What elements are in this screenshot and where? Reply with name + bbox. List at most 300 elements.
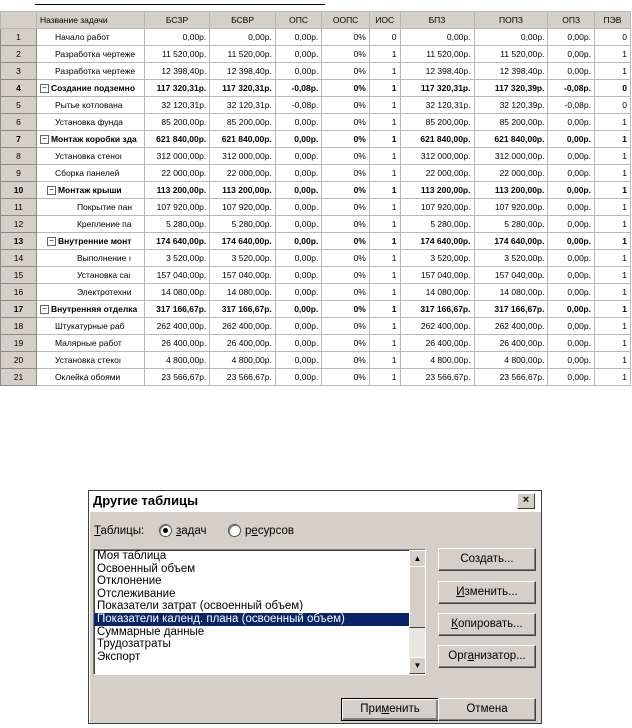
cell-ios[interactable]: 1 — [369, 131, 400, 148]
cell-ops[interactable]: 0,00р. — [275, 216, 322, 233]
table-row[interactable] — [1, 80, 631, 97]
cell-ops[interactable]: 0,00р. — [275, 335, 322, 352]
cell-bszr[interactable]: 5 280,00р. — [144, 216, 210, 233]
cell-popz[interactable]: 4 800,00р. — [474, 352, 548, 369]
cell-opz[interactable]: 0,00р. — [548, 148, 595, 165]
cell-ios[interactable]: 1 — [369, 267, 400, 284]
table-row[interactable] — [1, 267, 631, 284]
cell-pev[interactable]: 0 — [594, 29, 630, 46]
task-name-cell[interactable] — [36, 63, 144, 80]
task-name-cell[interactable] — [36, 165, 144, 182]
cell-ops[interactable]: -0,08р. — [275, 97, 322, 114]
cell-bsvr[interactable]: 4 800,00р. — [210, 352, 276, 369]
cell-pev[interactable]: 1 — [594, 233, 630, 250]
task-name: Установка фунда — [54, 117, 124, 127]
cell-bszr[interactable]: 11 520,00р. — [144, 46, 210, 63]
list-item[interactable]: Трудозатраты — [97, 638, 171, 651]
task-name-cell[interactable] — [36, 97, 144, 114]
col-header-oops[interactable]: ООПС — [322, 12, 370, 29]
cell-ops[interactable]: 0,00р. — [275, 318, 322, 335]
cell-ops[interactable]: -0,08р. — [275, 80, 322, 97]
cell-opz[interactable]: 0,00р. — [548, 318, 595, 335]
task-name: Покрытие пан — [76, 202, 133, 212]
row-number[interactable]: 3 — [1, 63, 37, 80]
cell-opz[interactable]: 0,00р. — [548, 369, 595, 386]
cell-bpz[interactable]: 23 566,67р. — [400, 369, 474, 386]
table-row[interactable] — [1, 131, 631, 148]
cell-bszr[interactable]: 3 520,00р. — [144, 250, 210, 267]
col-header-id[interactable] — [1, 12, 37, 29]
cell-oops[interactable]: 0% — [322, 97, 370, 114]
col-header-pev[interactable]: ПЭВ — [594, 12, 630, 29]
cell-bpz[interactable]: 85 200,00р. — [400, 114, 474, 131]
cell-bpz[interactable]: 11 520,00р. — [400, 46, 474, 63]
cell-ios[interactable]: 1 — [369, 80, 400, 97]
cell-pev[interactable]: 1 — [594, 318, 630, 335]
cell-popz[interactable]: 107 920,00р. — [474, 199, 548, 216]
task-name-cell[interactable] — [36, 250, 144, 267]
cell-bpz[interactable]: 12 398,40р. — [400, 63, 474, 80]
cell-pev[interactable]: 1 — [594, 182, 630, 199]
cell-bsvr[interactable]: 23 566,67р. — [210, 369, 276, 386]
cell-popz[interactable]: 157 040,00р. — [474, 267, 548, 284]
cell-bpz[interactable]: 32 120,31р. — [400, 97, 474, 114]
cell-opz[interactable]: 0,00р. — [548, 46, 595, 63]
row-number[interactable]: 16 — [1, 284, 37, 301]
list-scrollbar[interactable] — [409, 550, 425, 674]
cell-bsvr[interactable]: 262 400,00р. — [210, 318, 276, 335]
cell-pev[interactable]: 1 — [594, 63, 630, 80]
col-header-bszr[interactable]: БСЗР — [144, 12, 210, 29]
cell-bsvr[interactable]: 14 080,00р. — [210, 284, 276, 301]
cell-opz[interactable]: 0,00р. — [548, 284, 595, 301]
cell-bszr[interactable]: 317 166,67р. — [144, 301, 210, 318]
cell-ios[interactable]: 1 — [369, 63, 400, 80]
dialog-title: Другие таблицы — [93, 493, 199, 508]
task-name-cell[interactable] — [36, 46, 144, 63]
close-button[interactable] — [517, 493, 535, 509]
copy-button[interactable]: Копировать... — [438, 613, 536, 636]
cell-oops[interactable]: 0% — [322, 131, 370, 148]
cell-bpz[interactable]: 3 520,00р. — [400, 250, 474, 267]
table-row[interactable] — [1, 318, 631, 335]
cell-oops[interactable]: 0% — [322, 182, 370, 199]
cell-bsvr[interactable]: 157 040,00р. — [210, 267, 276, 284]
table-row[interactable] — [1, 46, 631, 63]
col-header-ops[interactable]: ОПС — [275, 12, 322, 29]
cell-bpz[interactable]: 26 400,00р. — [400, 335, 474, 352]
cell-bpz[interactable]: 113 200,00р. — [400, 182, 474, 199]
cell-oops[interactable]: 0% — [322, 80, 370, 97]
cell-pev[interactable]: 1 — [594, 369, 630, 386]
task-name-cell[interactable] — [36, 148, 144, 165]
row-number[interactable]: 8 — [1, 148, 37, 165]
cell-oops[interactable]: 0% — [322, 301, 370, 318]
cell-bszr[interactable]: 22 000,00р. — [144, 165, 210, 182]
cell-bszr[interactable]: 117 320,31р. — [144, 80, 210, 97]
cell-ops[interactable]: 0,00р. — [275, 63, 322, 80]
list-item[interactable]: Показатели календ. плана (освоенный объем) — [94, 613, 425, 626]
cell-bpz[interactable]: 262 400,00р. — [400, 318, 474, 335]
cell-ios[interactable]: 1 — [369, 301, 400, 318]
cell-bszr[interactable]: 0,00р. — [144, 29, 210, 46]
task-name: Установка саı — [76, 270, 131, 280]
cell-ops[interactable]: 0,00р. — [275, 165, 322, 182]
cell-pev[interactable]: 1 — [594, 148, 630, 165]
task-name-cell[interactable] — [36, 335, 144, 352]
cell-popz[interactable]: 5 280,00р. — [474, 216, 548, 233]
cell-pev[interactable]: 1 — [594, 165, 630, 182]
cell-bpz[interactable]: 317 166,67р. — [400, 301, 474, 318]
cell-bsvr[interactable]: 312 000,00р. — [210, 148, 276, 165]
cell-bszr[interactable]: 14 080,00р. — [144, 284, 210, 301]
task-name-cell[interactable] — [36, 233, 144, 250]
cell-bszr[interactable]: 174 640,00р. — [144, 233, 210, 250]
cell-opz[interactable]: 0,00р. — [548, 301, 595, 318]
row-number[interactable]: 20 — [1, 352, 37, 369]
cell-pev[interactable]: 0 — [594, 80, 630, 97]
cell-pev[interactable]: 1 — [594, 199, 630, 216]
cell-popz[interactable]: 32 120,39р. — [474, 97, 548, 114]
cell-bsvr[interactable]: 32 120,31р. — [210, 97, 276, 114]
cell-bpz[interactable]: 157 040,00р. — [400, 267, 474, 284]
radio-resources[interactable] — [228, 524, 294, 537]
row-number[interactable]: 6 — [1, 114, 37, 131]
row-number[interactable]: 10 — [1, 182, 37, 199]
cell-popz[interactable]: 12 398,40р. — [474, 63, 548, 80]
cell-ios[interactable]: 1 — [369, 216, 400, 233]
cell-bszr[interactable]: 157 040,00р. — [144, 267, 210, 284]
cell-bpz[interactable]: 4 800,00р. — [400, 352, 474, 369]
task-name-cell[interactable] — [36, 318, 144, 335]
cell-bpz[interactable]: 107 920,00р. — [400, 199, 474, 216]
col-header-opz[interactable]: ОПЗ — [548, 12, 595, 29]
task-name: Установка стеноı — [54, 151, 123, 161]
cell-pev[interactable]: 1 — [594, 46, 630, 63]
cell-popz[interactable]: 113 200,00р. — [474, 182, 548, 199]
list-item[interactable]: Показатели затрат (освоенный объем) — [97, 600, 304, 613]
cell-ops[interactable]: 0,00р. — [275, 352, 322, 369]
list-item[interactable]: Отслеживание — [97, 587, 176, 600]
organizer-button[interactable]: Организатор... — [438, 645, 536, 668]
cell-bsvr[interactable]: 85 200,00р. — [210, 114, 276, 131]
cell-ios[interactable]: 1 — [369, 233, 400, 250]
cell-bsvr[interactable]: 174 640,00р. — [210, 233, 276, 250]
scroll-thumb[interactable] — [409, 566, 426, 628]
collapse-icon[interactable]: − — [40, 305, 49, 314]
cell-opz[interactable]: 0,00р. — [548, 352, 595, 369]
row-number[interactable]: 13 — [1, 233, 37, 250]
list-item[interactable]: Моя таблица — [97, 550, 167, 562]
cell-bsvr[interactable]: 117 320,31р. — [210, 80, 276, 97]
cell-popz[interactable]: 22 000,00р. — [474, 165, 548, 182]
cell-bpz[interactable]: 0,00р. — [400, 29, 474, 46]
task-name-cell[interactable] — [36, 29, 144, 46]
task-name-cell[interactable] — [36, 182, 144, 199]
table-row[interactable] — [1, 97, 631, 114]
cell-bpz[interactable]: 117 320,31р. — [400, 80, 474, 97]
task-name-cell[interactable] — [36, 131, 144, 148]
task-name-cell[interactable] — [36, 301, 144, 318]
cell-ops[interactable]: 0,00р. — [275, 46, 322, 63]
row-number[interactable]: 4 — [1, 80, 37, 97]
row-number[interactable]: 17 — [1, 301, 37, 318]
cell-oops[interactable]: 0% — [322, 216, 370, 233]
table-row[interactable] — [1, 233, 631, 250]
radio-tasks[interactable] — [159, 524, 207, 537]
cell-bsvr[interactable]: 22 000,00р. — [210, 165, 276, 182]
cell-ops[interactable]: 0,00р. — [275, 131, 322, 148]
row-number[interactable]: 14 — [1, 250, 37, 267]
cell-ops[interactable]: 0,00р. — [275, 233, 322, 250]
cell-opz[interactable]: -0,08р. — [548, 80, 595, 97]
col-header-bsvr[interactable]: БСВР — [210, 12, 276, 29]
cell-popz[interactable]: 262 400,00р. — [474, 318, 548, 335]
cell-bszr[interactable]: 23 566,67р. — [144, 369, 210, 386]
edit-button[interactable]: Изменить... — [438, 581, 536, 604]
cell-bsvr[interactable]: 3 520,00р. — [210, 250, 276, 267]
table-row[interactable] — [1, 114, 631, 131]
cell-oops[interactable]: 0% — [322, 233, 370, 250]
list-item[interactable]: Суммарные данные — [97, 625, 205, 638]
cell-pev[interactable]: 1 — [594, 250, 630, 267]
cell-bszr[interactable]: 12 398,40р. — [144, 63, 210, 80]
cell-pev[interactable]: 1 — [594, 352, 630, 369]
cell-popz[interactable]: 117 320,39р. — [474, 80, 548, 97]
task-name-cell[interactable] — [36, 284, 144, 301]
cell-ops[interactable]: 0,00р. — [275, 284, 322, 301]
cell-oops[interactable]: 0% — [322, 352, 370, 369]
task-name: Внутренние монт — [57, 235, 132, 246]
cell-ops[interactable]: 0,00р. — [275, 182, 322, 199]
table-row[interactable] — [1, 182, 631, 199]
task-name-cell[interactable] — [36, 352, 144, 369]
cell-opz[interactable]: 0,00р. — [548, 131, 595, 148]
cell-popz[interactable]: 0,00р. — [474, 29, 548, 46]
row-number[interactable]: 11 — [1, 199, 37, 216]
cell-ios[interactable]: 1 — [369, 335, 400, 352]
cell-ops[interactable]: 0,00р. — [275, 29, 322, 46]
cell-bsvr[interactable]: 12 398,40р. — [210, 63, 276, 80]
col-header-ios[interactable]: ИОС — [369, 12, 400, 29]
cell-opz[interactable]: 0,00р. — [548, 335, 595, 352]
cell-oops[interactable]: 0% — [322, 284, 370, 301]
cell-bsvr[interactable]: 113 200,00р. — [210, 182, 276, 199]
cell-oops[interactable]: 0% — [322, 335, 370, 352]
cell-opz[interactable]: 0,00р. — [548, 233, 595, 250]
collapse-icon[interactable]: − — [40, 84, 49, 93]
cell-ios[interactable]: 1 — [369, 199, 400, 216]
cell-bszr[interactable]: 32 120,31р. — [144, 97, 210, 114]
row-number[interactable]: 1 — [1, 29, 37, 46]
task-name-cell[interactable] — [36, 369, 144, 386]
cell-bszr[interactable]: 107 920,00р. — [144, 199, 210, 216]
cell-opz[interactable]: 0,00р. — [548, 114, 595, 131]
cell-oops[interactable]: 0% — [322, 114, 370, 131]
table-row[interactable] — [1, 165, 631, 182]
table-row[interactable] — [1, 29, 631, 46]
cell-ops[interactable]: 0,00р. — [275, 301, 322, 318]
cell-oops[interactable]: 0% — [322, 250, 370, 267]
cell-popz[interactable]: 11 520,00р. — [474, 46, 548, 63]
col-header-bpz[interactable]: БПЗ — [400, 12, 474, 29]
task-name: Создание подземно — [50, 82, 136, 93]
cell-oops[interactable]: 0% — [322, 165, 370, 182]
cell-popz[interactable]: 621 840,00р. — [474, 131, 548, 148]
cell-bsvr[interactable]: 317 166,67р. — [210, 301, 276, 318]
cell-bpz[interactable]: 22 000,00р. — [400, 165, 474, 182]
cell-bpz[interactable]: 174 640,00р. — [400, 233, 474, 250]
table-row[interactable] — [1, 216, 631, 233]
table-row[interactable] — [1, 148, 631, 165]
cell-bsvr[interactable]: 11 520,00р. — [210, 46, 276, 63]
row-number[interactable]: 15 — [1, 267, 37, 284]
table-row[interactable] — [1, 250, 631, 267]
cell-oops[interactable]: 0% — [322, 369, 370, 386]
cell-bsvr[interactable]: 26 400,00р. — [210, 335, 276, 352]
cell-ios[interactable]: 1 — [369, 250, 400, 267]
row-number[interactable]: 5 — [1, 97, 37, 114]
table-row[interactable] — [1, 335, 631, 352]
cell-popz[interactable]: 174 640,00р. — [474, 233, 548, 250]
table-row[interactable] — [1, 301, 631, 318]
collapse-icon[interactable]: − — [47, 237, 56, 246]
cell-ops[interactable]: 0,00р. — [275, 250, 322, 267]
cell-opz[interactable]: -0,08р. — [548, 97, 595, 114]
table-row[interactable] — [1, 369, 631, 386]
cell-ios[interactable]: 1 — [369, 182, 400, 199]
cell-bpz[interactable]: 621 840,00р. — [400, 131, 474, 148]
cell-pev[interactable]: 1 — [594, 114, 630, 131]
task-name-cell[interactable] — [36, 80, 144, 97]
table-row[interactable] — [1, 284, 631, 301]
cell-ios[interactable]: 1 — [369, 114, 400, 131]
row-number[interactable]: 19 — [1, 335, 37, 352]
cell-ops[interactable]: 0,00р. — [275, 199, 322, 216]
scroll-down-button[interactable]: ▼ — [409, 657, 426, 674]
cell-bszr[interactable]: 113 200,00р. — [144, 182, 210, 199]
cell-bszr[interactable]: 262 400,00р. — [144, 318, 210, 335]
cell-pev[interactable]: 1 — [594, 131, 630, 148]
cell-ios[interactable]: 1 — [369, 46, 400, 63]
cell-bszr[interactable]: 26 400,00р. — [144, 335, 210, 352]
cell-ios[interactable]: 1 — [369, 97, 400, 114]
cell-pev[interactable]: 1 — [594, 267, 630, 284]
cell-bszr[interactable]: 4 800,00р. — [144, 352, 210, 369]
row-number[interactable]: 12 — [1, 216, 37, 233]
create-button[interactable]: Создать... — [438, 548, 536, 571]
list-item[interactable]: Экспорт — [97, 650, 141, 663]
cell-popz[interactable]: 14 080,00р. — [474, 284, 548, 301]
cell-bpz[interactable]: 5 280,00р. — [400, 216, 474, 233]
task-name-cell[interactable] — [36, 114, 144, 131]
cell-popz[interactable]: 26 400,00р. — [474, 335, 548, 352]
task-name-cell[interactable] — [36, 216, 144, 233]
cell-opz[interactable]: 0,00р. — [548, 29, 595, 46]
table-row[interactable] — [1, 352, 631, 369]
apply-button[interactable]: Применить — [341, 698, 439, 721]
task-name-cell[interactable] — [36, 199, 144, 216]
col-header-popz[interactable]: ПОПЗ — [474, 12, 548, 29]
cell-pev[interactable]: 1 — [594, 284, 630, 301]
cell-ops[interactable]: 0,00р. — [275, 267, 322, 284]
cell-ios[interactable]: 1 — [369, 284, 400, 301]
cell-pev[interactable]: 1 — [594, 216, 630, 233]
cell-oops[interactable]: 0% — [322, 63, 370, 80]
cell-oops[interactable]: 0% — [322, 199, 370, 216]
list-item[interactable]: Отклонение — [97, 575, 162, 588]
cell-bsvr[interactable]: 107 920,00р. — [210, 199, 276, 216]
tables-listbox[interactable] — [93, 549, 426, 675]
cell-bszr[interactable]: 621 840,00р. — [144, 131, 210, 148]
cell-ios[interactable]: 1 — [369, 352, 400, 369]
cell-bpz[interactable]: 14 080,00р. — [400, 284, 474, 301]
cell-ios[interactable]: 1 — [369, 318, 400, 335]
cell-pev[interactable]: 0 — [594, 97, 630, 114]
cell-oops[interactable]: 0% — [322, 318, 370, 335]
cell-oops[interactable]: 0% — [322, 148, 370, 165]
cell-ops[interactable]: 0,00р. — [275, 369, 322, 386]
task-name-cell[interactable] — [36, 267, 144, 284]
cell-pev[interactable]: 1 — [594, 335, 630, 352]
scroll-up-button[interactable]: ▲ — [409, 550, 426, 567]
cell-oops[interactable]: 0% — [322, 267, 370, 284]
cell-ops[interactable]: 0,00р. — [275, 148, 322, 165]
cell-opz[interactable]: 0,00р. — [548, 63, 595, 80]
cell-ios[interactable]: 0 — [369, 29, 400, 46]
cell-opz[interactable]: 0,00р. — [548, 182, 595, 199]
list-item[interactable]: Освоенный объем — [97, 562, 196, 575]
cell-ios[interactable]: 1 — [369, 148, 400, 165]
collapse-icon[interactable]: − — [40, 135, 49, 144]
table-row[interactable] — [1, 63, 631, 80]
cell-opz[interactable]: 0,00р. — [548, 250, 595, 267]
row-number[interactable]: 7 — [1, 131, 37, 148]
cell-popz[interactable]: 317 166,67р. — [474, 301, 548, 318]
cell-opz[interactable]: 0,00р. — [548, 216, 595, 233]
cancel-button[interactable]: Отмена — [438, 698, 536, 721]
cell-popz[interactable]: 3 520,00р. — [474, 250, 548, 267]
cell-bsvr[interactable]: 0,00р. — [210, 29, 276, 46]
row-number[interactable]: 9 — [1, 165, 37, 182]
col-header-name[interactable]: Название задачи — [36, 12, 144, 29]
cell-bsvr[interactable]: 621 840,00р. — [210, 131, 276, 148]
row-number[interactable]: 21 — [1, 369, 37, 386]
cell-opz[interactable]: 0,00р. — [548, 165, 595, 182]
cell-oops[interactable]: 0% — [322, 46, 370, 63]
cell-bszr[interactable]: 312 000,00р. — [144, 148, 210, 165]
cell-bsvr[interactable]: 5 280,00р. — [210, 216, 276, 233]
cell-ios[interactable]: 1 — [369, 165, 400, 182]
cell-bszr[interactable]: 85 200,00р. — [144, 114, 210, 131]
collapse-icon[interactable]: − — [47, 186, 56, 195]
cell-ops[interactable]: 0,00р. — [275, 114, 322, 131]
row-number[interactable]: 18 — [1, 318, 37, 335]
cell-oops[interactable]: 0% — [322, 29, 370, 46]
row-number[interactable]: 2 — [1, 46, 37, 63]
cell-pev[interactable]: 1 — [594, 301, 630, 318]
cell-bpz[interactable]: 312 000,00р. — [400, 148, 474, 165]
task-name: Монтаж коробки зда — [50, 133, 137, 144]
cell-popz[interactable]: 23 566,67р. — [474, 369, 548, 386]
cell-popz[interactable]: 85 200,00р. — [474, 114, 548, 131]
cell-opz[interactable]: 0,00р. — [548, 267, 595, 284]
cell-popz[interactable]: 312 000,00р. — [474, 148, 548, 165]
radio-resources-label: ресурсов — [245, 524, 294, 537]
cell-opz[interactable]: 0,00р. — [548, 199, 595, 216]
table-row[interactable] — [1, 199, 631, 216]
cell-ios[interactable]: 1 — [369, 369, 400, 386]
